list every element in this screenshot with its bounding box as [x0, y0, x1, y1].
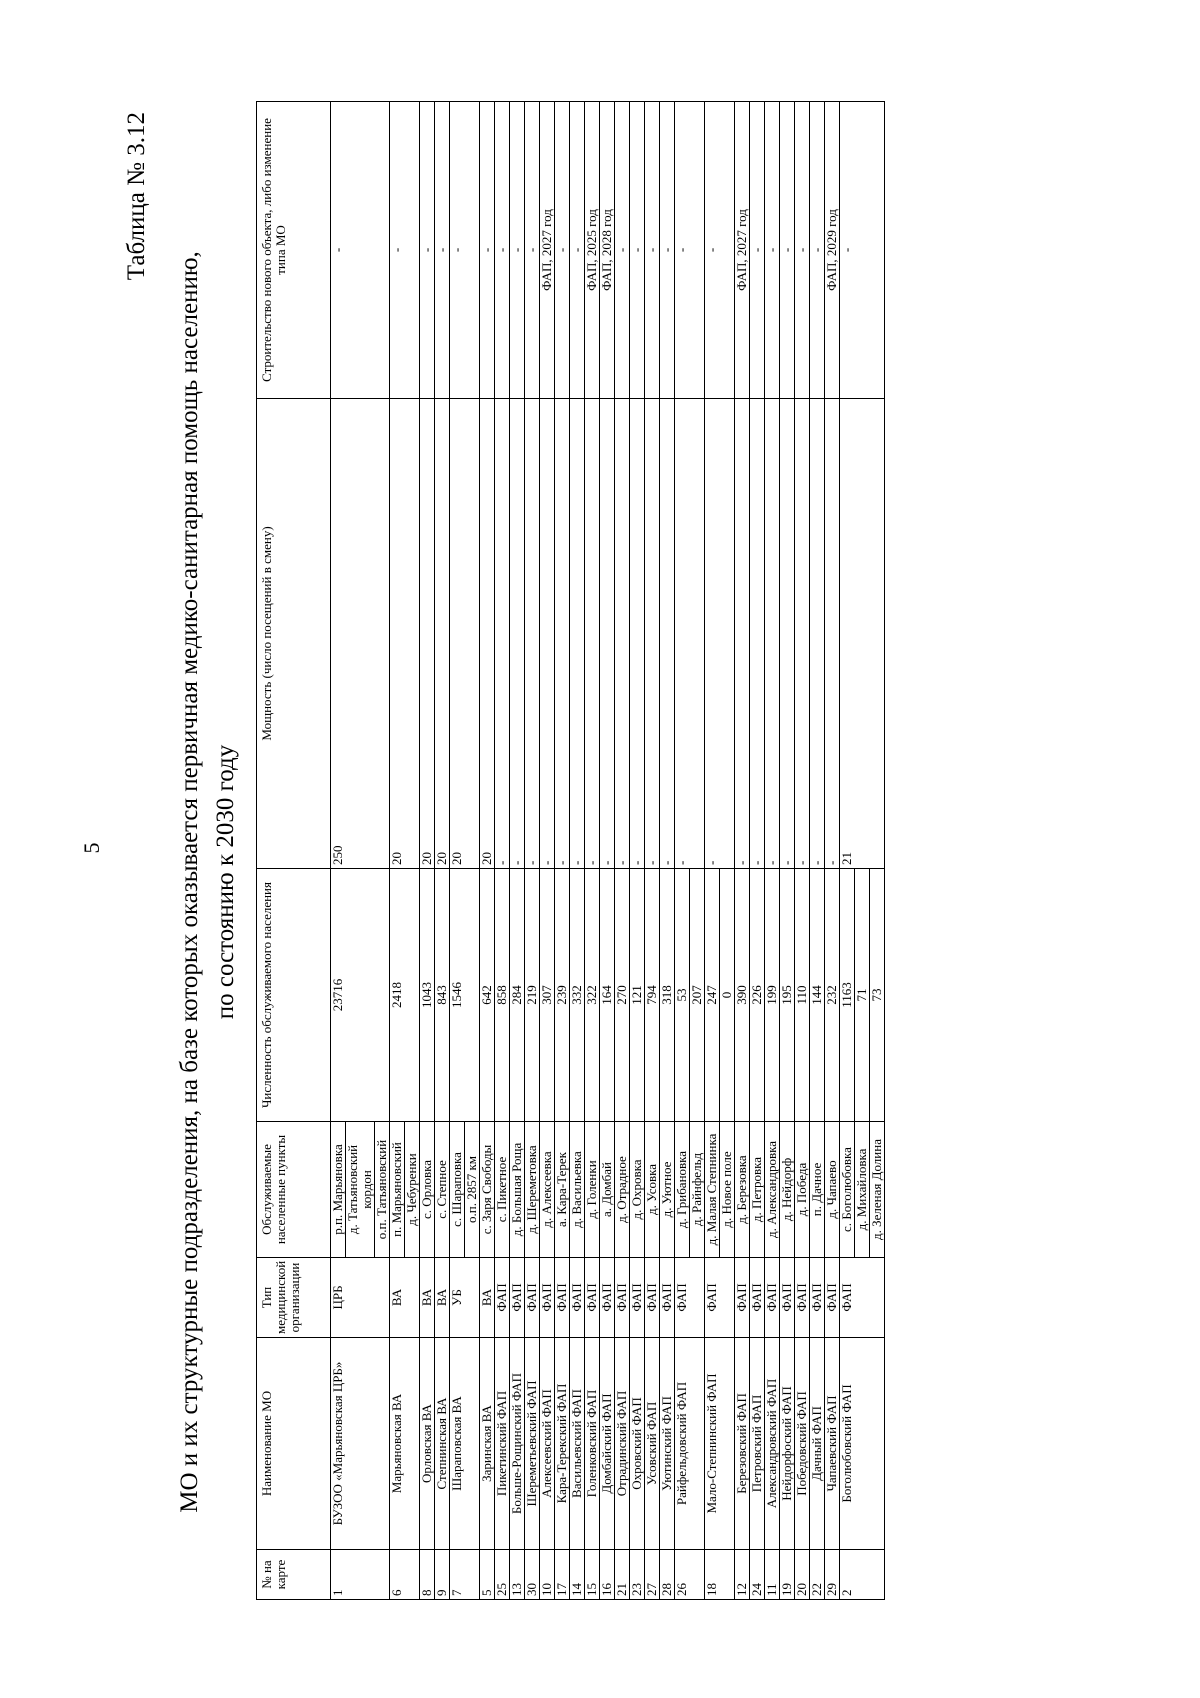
cell-build: ФАП, 2028 год: [600, 102, 615, 399]
cell-num: 13: [510, 1550, 525, 1600]
cell-power: 20: [420, 399, 435, 869]
cell-place: д. Михайловка: [855, 1122, 870, 1258]
cell-population: 332: [570, 869, 585, 1122]
cell-place: д. Большая Роща: [510, 1122, 525, 1258]
cell-type: ФАП: [675, 1258, 705, 1338]
cell-num: 30: [525, 1550, 540, 1600]
cell-num: 17: [555, 1550, 570, 1600]
cell-population: 2418: [390, 869, 420, 1122]
cell-population: 226: [750, 869, 765, 1122]
cell-population: 843: [435, 869, 450, 1122]
cell-name: Райфельдовский ФАП: [675, 1338, 705, 1550]
cell-power: -: [675, 399, 705, 869]
cell-power: -: [660, 399, 675, 869]
cell-population: 1546: [450, 869, 480, 1122]
table-row: [450, 102, 465, 1600]
header-name: Наименование МО: [257, 1338, 331, 1550]
table-row: [735, 102, 750, 1600]
cell-population: 390: [735, 869, 750, 1122]
cell-type: ФАП: [630, 1258, 645, 1338]
cell-population: 794: [645, 869, 660, 1122]
cell-num: 7: [450, 1550, 480, 1600]
cell-population: 23716: [331, 869, 390, 1122]
cell-name: Васильевский ФАП: [570, 1338, 585, 1550]
cell-power: -: [495, 399, 510, 869]
cell-place: с. Орловка: [420, 1122, 435, 1258]
cell-place: д. Александровка: [765, 1122, 780, 1258]
cell-num: 16: [600, 1550, 615, 1600]
cell-num: 9: [435, 1550, 450, 1600]
cell-name: Заринская ВА: [480, 1338, 495, 1550]
cell-type: ФАП: [585, 1258, 600, 1338]
table-row: [615, 102, 630, 1600]
cell-build: -: [480, 102, 495, 399]
cell-population: 642: [480, 869, 495, 1122]
cell-build: -: [780, 102, 795, 399]
table-body: [331, 102, 885, 1600]
cell-name: Шереметьевский ФАП: [525, 1338, 540, 1550]
cell-type: ФАП: [735, 1258, 750, 1338]
cell-population: 164: [600, 869, 615, 1122]
cell-place: с. Заря Свободы: [480, 1122, 495, 1258]
cell-type: ФАП: [765, 1258, 780, 1338]
cell-name: Усовский ФАП: [645, 1338, 660, 1550]
cell-name: Охровский ФАП: [630, 1338, 645, 1550]
page-number: 5: [79, 842, 104, 854]
table-row: [510, 102, 525, 1600]
cell-build: ФАП, 2029 год: [825, 102, 840, 399]
table-row: [840, 102, 855, 1600]
cell-place: д. Отрадное: [615, 1122, 630, 1258]
cell-power: -: [555, 399, 570, 869]
table-row: [810, 102, 825, 1600]
cell-build: -: [705, 102, 735, 399]
cell-place: с. Степное: [435, 1122, 450, 1258]
cell-build: -: [615, 102, 630, 399]
cell-build: -: [660, 102, 675, 399]
header-build: Строительство нового объекта, либо изменение типа МО: [257, 102, 331, 399]
cell-type: ФАП: [795, 1258, 810, 1338]
cell-place: а. Домбай: [600, 1122, 615, 1258]
cell-type: ФАП: [810, 1258, 825, 1338]
cell-place: д. Охровка: [630, 1122, 645, 1258]
cell-place: д. Голенки: [585, 1122, 600, 1258]
cell-population: 53: [675, 869, 690, 1122]
cell-num: 15: [585, 1550, 600, 1600]
cell-population: 284: [510, 869, 525, 1122]
cell-type: ВА: [480, 1258, 495, 1338]
cell-power: -: [510, 399, 525, 869]
cell-place: д. Победа: [795, 1122, 810, 1258]
table-row: [645, 102, 660, 1600]
cell-build: -: [495, 102, 510, 399]
cell-name: Орловская ВА: [420, 1338, 435, 1550]
cell-num: 10: [540, 1550, 555, 1600]
cell-place: д. Васильевка: [570, 1122, 585, 1258]
cell-type: ФАП: [525, 1258, 540, 1338]
cell-name: Березовский ФАП: [735, 1338, 750, 1550]
cell-population: 858: [495, 869, 510, 1122]
cell-population: 239: [555, 869, 570, 1122]
table-row: [480, 102, 495, 1600]
cell-type: ФАП: [600, 1258, 615, 1338]
table-container: [256, 102, 1044, 1600]
cell-power: -: [615, 399, 630, 869]
cell-population: 121: [630, 869, 645, 1122]
cell-place: о.п. Татьяновский: [375, 1122, 390, 1258]
cell-num: 24: [750, 1550, 765, 1600]
cell-name: Отрадинский ФАП: [615, 1338, 630, 1550]
cell-place: а. Кара-Терек: [555, 1122, 570, 1258]
cell-population: 322: [585, 869, 600, 1122]
cell-type: ФАП: [780, 1258, 795, 1338]
table-row: [390, 102, 405, 1600]
cell-power: -: [525, 399, 540, 869]
cell-place: д. Новое поле: [720, 1122, 735, 1258]
cell-place: с. Пикетное: [495, 1122, 510, 1258]
cell-num: 1: [331, 1550, 390, 1600]
cell-name: Марьяновская ВА: [390, 1338, 420, 1550]
cell-num: 12: [735, 1550, 750, 1600]
cell-name: Домбайский ФАП: [600, 1338, 615, 1550]
cell-power: -: [645, 399, 660, 869]
cell-name: Мало-Степнинский ФАП: [705, 1338, 735, 1550]
cell-build: -: [555, 102, 570, 399]
cell-build: -: [675, 102, 705, 399]
cell-place: д. Райнфельд: [690, 1122, 705, 1258]
cell-type: ФАП: [510, 1258, 525, 1338]
header-places: Обслуживаемые населенные пункты: [257, 1122, 331, 1258]
cell-power: -: [705, 399, 735, 869]
table-number-wrap: [125, 112, 149, 512]
cell-power: -: [585, 399, 600, 869]
cell-population: 195: [780, 869, 795, 1122]
cell-place: д. Зеленая Долина: [870, 1122, 885, 1258]
table-row: [675, 102, 690, 1600]
table-title: [172, 112, 244, 1652]
table-row: [435, 102, 450, 1600]
cell-build: -: [795, 102, 810, 399]
table-row: [540, 102, 555, 1600]
cell-name: Пикетинский ФАП: [495, 1338, 510, 1550]
cell-build: -: [435, 102, 450, 399]
cell-num: 2: [840, 1550, 885, 1600]
cell-build: -: [510, 102, 525, 399]
cell-place: с. Шараповка: [450, 1122, 465, 1258]
cell-power: -: [735, 399, 750, 869]
cell-power: -: [780, 399, 795, 869]
cell-build: -: [525, 102, 540, 399]
cell-place: д. Татьяновский кордон: [346, 1122, 375, 1258]
cell-power: 20: [450, 399, 480, 869]
cell-place: д. Уютное: [660, 1122, 675, 1258]
cell-build: -: [840, 102, 885, 399]
header-population: Численность обслуживаемого населения: [257, 869, 331, 1122]
cell-place: п. Дачное: [810, 1122, 825, 1258]
cell-name: Степнинская ВА: [435, 1338, 450, 1550]
cell-type: УБ: [450, 1258, 480, 1338]
cell-build: ФАП, 2027 год: [735, 102, 750, 399]
cell-name: БУЗОО «Марьяновская ЦРБ»: [331, 1338, 390, 1550]
cell-population: 0: [720, 869, 735, 1122]
cell-type: ФАП: [495, 1258, 510, 1338]
cell-power: 21: [840, 399, 885, 869]
cell-num: 22: [810, 1550, 825, 1600]
cell-type: ФАП: [615, 1258, 630, 1338]
cell-name: Больше-Рощинский ФАП: [510, 1338, 525, 1550]
cell-power: -: [600, 399, 615, 869]
cell-population: 110: [795, 869, 810, 1122]
cell-power: 20: [390, 399, 420, 869]
cell-power: -: [750, 399, 765, 869]
cell-place: о.п. 2857 км: [465, 1122, 480, 1258]
cell-population: 270: [615, 869, 630, 1122]
cell-power: -: [630, 399, 645, 869]
header-power: Мощность (число посещений в смену): [257, 399, 331, 869]
cell-power: -: [810, 399, 825, 869]
cell-num: 6: [390, 1550, 420, 1600]
cell-num: 5: [480, 1550, 495, 1600]
cell-num: 26: [675, 1550, 705, 1600]
cell-num: 14: [570, 1550, 585, 1600]
cell-population: 207: [690, 869, 705, 1122]
cell-num: 19: [780, 1550, 795, 1600]
cell-num: 29: [825, 1550, 840, 1600]
cell-power: -: [765, 399, 780, 869]
cell-name: Боголюбовский ФАП: [840, 1338, 885, 1550]
cell-num: 21: [615, 1550, 630, 1600]
cell-build: -: [810, 102, 825, 399]
cell-name: Алексеевский ФАП: [540, 1338, 555, 1550]
cell-num: 11: [765, 1550, 780, 1600]
cell-name: Кара-Терекский ФАП: [555, 1338, 570, 1550]
cell-type: ЦРБ: [331, 1258, 390, 1338]
cell-population: 199: [765, 869, 780, 1122]
cell-num: 27: [645, 1550, 660, 1600]
header-row: [257, 102, 331, 1600]
cell-place: д. Алексеевка: [540, 1122, 555, 1258]
cell-type: ВА: [390, 1258, 420, 1338]
cell-type: ФАП: [750, 1258, 765, 1338]
cell-place: д. Грибановка: [675, 1122, 690, 1258]
table-row: [495, 102, 510, 1600]
cell-type: ФАП: [705, 1258, 735, 1338]
cell-power: -: [825, 399, 840, 869]
cell-name: Петровский ФАП: [750, 1338, 765, 1550]
cell-population: 232: [825, 869, 840, 1122]
cell-name: Нейдорфоский ФАП: [780, 1338, 795, 1550]
table-row: [555, 102, 570, 1600]
cell-population: 247: [705, 869, 720, 1122]
cell-build: -: [390, 102, 420, 399]
cell-type: ВА: [420, 1258, 435, 1338]
cell-type: ФАП: [570, 1258, 585, 1338]
cell-population: 318: [660, 869, 675, 1122]
cell-population: 219: [525, 869, 540, 1122]
cell-place: п. Марьяновский: [390, 1122, 405, 1258]
cell-name: Победовский ФАП: [795, 1338, 810, 1550]
cell-type: ВА: [435, 1258, 450, 1338]
cell-place: р.п. Марьяновка: [331, 1122, 346, 1258]
cell-place: д. Шереметовка: [525, 1122, 540, 1258]
cell-type: ФАП: [555, 1258, 570, 1338]
cell-build: -: [570, 102, 585, 399]
table-row: [420, 102, 435, 1600]
table-row: [630, 102, 645, 1600]
cell-place: д. Чебуренки: [405, 1122, 420, 1258]
cell-power: 250: [331, 399, 390, 869]
cell-type: ФАП: [660, 1258, 675, 1338]
header-num: № на карте: [257, 1550, 331, 1600]
table-row: [331, 102, 346, 1600]
cell-build: -: [750, 102, 765, 399]
cell-place: с. Боголюбовка: [840, 1122, 855, 1258]
cell-power: -: [570, 399, 585, 869]
table-row: [660, 102, 675, 1600]
cell-population: 71: [855, 869, 870, 1122]
cell-type: ФАП: [825, 1258, 840, 1338]
cell-place: д. Чапаево: [825, 1122, 840, 1258]
cell-build: -: [331, 102, 390, 399]
table-row: [570, 102, 585, 1600]
cell-power: -: [795, 399, 810, 869]
cell-num: 8: [420, 1550, 435, 1600]
cell-population: 1043: [420, 869, 435, 1122]
table-row: [585, 102, 600, 1600]
cell-name: Шараповская ВА: [450, 1338, 480, 1550]
cell-build: -: [630, 102, 645, 399]
table-row: [750, 102, 765, 1600]
cell-num: 23: [630, 1550, 645, 1600]
cell-population: 144: [810, 869, 825, 1122]
title-line-2: по состоянию к 2030 году: [212, 744, 239, 1020]
cell-num: 18: [705, 1550, 735, 1600]
table-row: [825, 102, 840, 1600]
cell-num: 25: [495, 1550, 510, 1600]
cell-power: 20: [480, 399, 495, 869]
cell-num: 20: [795, 1550, 810, 1600]
cell-name: Голенковский ФАП: [585, 1338, 600, 1550]
cell-type: ФАП: [540, 1258, 555, 1338]
table-row: [705, 102, 720, 1600]
title-line-1: МО и их структурные подразделения, на базе которых оказывается первичная медико-санитарная помощь населению,: [176, 251, 203, 1513]
table-row: [795, 102, 810, 1600]
cell-name: Дачный ФАП: [810, 1338, 825, 1550]
cell-build: -: [420, 102, 435, 399]
cell-build: -: [645, 102, 660, 399]
cell-power: -: [540, 399, 555, 869]
table-row: [525, 102, 540, 1600]
cell-place: д. Усовка: [645, 1122, 660, 1258]
cell-name: Уютинский ФАП: [660, 1338, 675, 1550]
table-row: [780, 102, 795, 1600]
cell-place: д. Нейдорф: [780, 1122, 795, 1258]
table-number: Таблица № 3.12: [123, 112, 150, 281]
cell-name: Чапаевский ФАП: [825, 1338, 840, 1550]
cell-population: 73: [870, 869, 885, 1122]
cell-build: ФАП, 2027 год: [540, 102, 555, 399]
cell-build: ФАП, 2025 год: [585, 102, 600, 399]
cell-place: д. Петровка: [750, 1122, 765, 1258]
cell-build: -: [450, 102, 480, 399]
table-row: [600, 102, 615, 1600]
cell-type: ФАП: [645, 1258, 660, 1338]
table-title-wrap: [172, 112, 244, 1652]
cell-power: 20: [435, 399, 450, 869]
cell-population: 307: [540, 869, 555, 1122]
cell-type: ФАП: [840, 1258, 885, 1338]
cell-place: д. Березовка: [735, 1122, 750, 1258]
cell-num: 28: [660, 1550, 675, 1600]
cell-build: -: [765, 102, 780, 399]
cell-place: д. Малая Степнинка: [705, 1122, 720, 1258]
cell-name: Александровский ФАП: [765, 1338, 780, 1550]
facilities-table: [256, 101, 885, 1600]
table-row: [765, 102, 780, 1600]
header-type: Тип медицинской организации: [257, 1258, 331, 1338]
cell-population: 1163: [840, 869, 855, 1122]
